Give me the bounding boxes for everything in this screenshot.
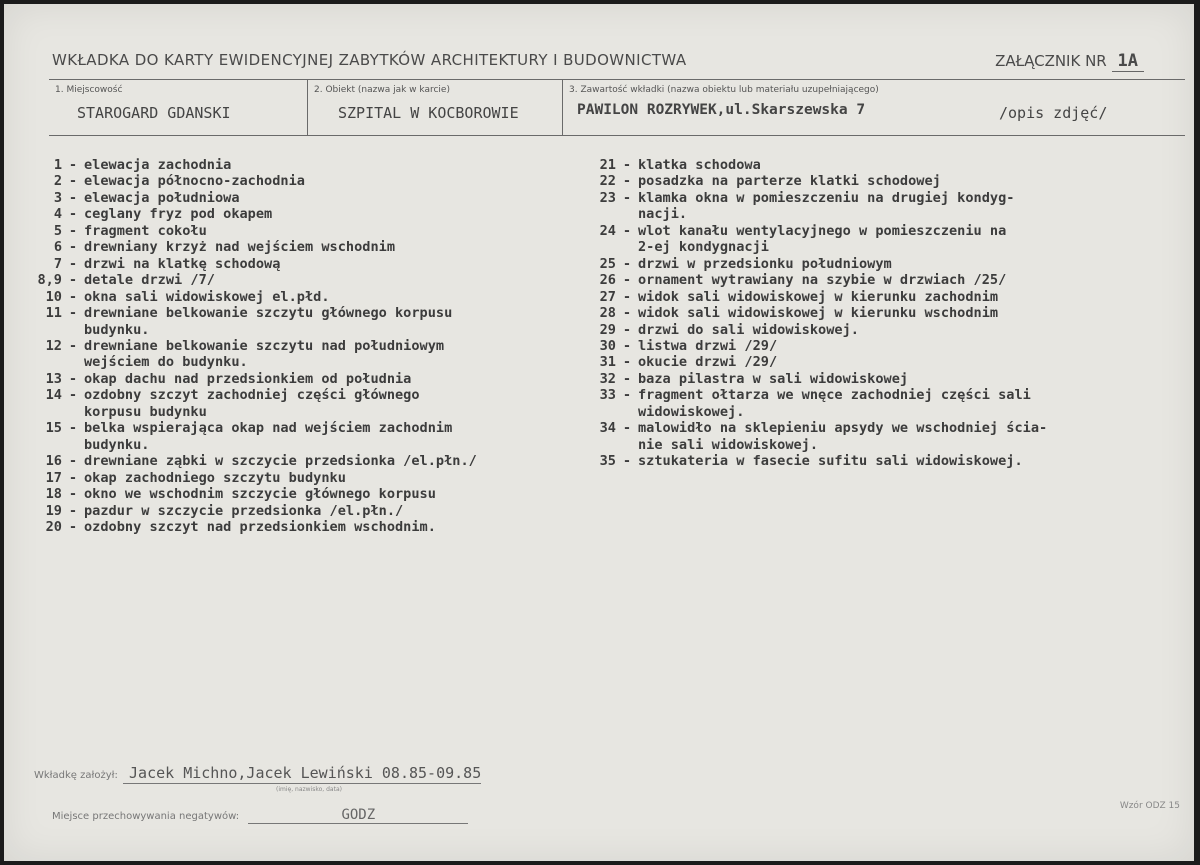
- item-number: 27: [599, 288, 616, 305]
- item-number: [32, 354, 62, 370]
- item-dash: -: [622, 255, 632, 272]
- field-place-label: 1. Miejscowość: [55, 85, 123, 95]
- item-number: [588, 239, 616, 255]
- item-text: nie sali widowiskowej.: [638, 436, 819, 453]
- item-text: widowiskowej.: [638, 403, 745, 420]
- item-text: baza pilastra w sali widowiskowej: [638, 370, 909, 387]
- item-dash: -: [68, 288, 78, 305]
- item-number: 19: [45, 502, 62, 519]
- item-text: klatka schodowa: [638, 157, 761, 173]
- negatives-location-line: [52, 807, 468, 824]
- item-dash: [62, 404, 84, 420]
- item-text: elewacja północno-zachodnia: [84, 173, 305, 190]
- list-item: [588, 437, 1188, 453]
- item-number: 21: [599, 157, 616, 173]
- item-number: 35: [599, 453, 616, 470]
- item-number: 10: [45, 288, 62, 305]
- item-dash: -: [68, 420, 78, 437]
- field-content-label: 3. Zawartość wkładki (nazwa obiektu lub materiału uzupełniającego): [569, 85, 879, 95]
- item-text: budynku.: [84, 436, 150, 453]
- item-text: nacji.: [638, 206, 688, 223]
- item-dash: -: [622, 420, 632, 437]
- field-content: [562, 80, 1186, 135]
- item-dash: -: [68, 337, 78, 354]
- list-item: [32, 420, 587, 436]
- item-number: 3: [53, 189, 62, 206]
- negatives-location-label: Miejsce przechowywania negatywów:: [52, 811, 240, 822]
- item-number: [32, 322, 62, 338]
- item-number: 26: [599, 272, 616, 289]
- item-number: 14: [45, 387, 62, 404]
- item-dash: -: [622, 453, 632, 470]
- list-item: [32, 437, 587, 453]
- annex-label-text: ZAŁĄCZNIK NR: [995, 52, 1107, 70]
- list-item: [32, 223, 587, 239]
- list-item: [588, 305, 1188, 321]
- item-number: [32, 437, 62, 453]
- item-dash: [62, 322, 84, 338]
- item-text: drzwi w przedsionku południowym: [638, 255, 892, 272]
- list-item: [588, 338, 1188, 354]
- list-item: [32, 338, 587, 354]
- item-number: 1: [53, 157, 62, 173]
- item-text: okap zachodniego szczytu budynku: [84, 469, 346, 486]
- list-item: [588, 453, 1188, 469]
- field-object-value: SZPITAL W KOCBOROWIE: [338, 104, 519, 122]
- item-text: okno we wschodnim szczycie głównego korpusu: [84, 486, 436, 503]
- item-dash: -: [68, 206, 78, 223]
- item-number: [588, 206, 616, 222]
- list-item: [32, 206, 587, 222]
- item-text: posadzka na parterze klatki schodowej: [638, 173, 941, 190]
- list-item: [32, 157, 587, 173]
- item-dash: [616, 437, 638, 453]
- item-dash: -: [68, 469, 78, 486]
- item-text: detale drzwi /7/: [84, 272, 215, 289]
- item-text: ozdobny szczyt zachodniej części głównego: [84, 387, 420, 404]
- item-text: pazdur w szczycie przedsionka /el.płn./: [84, 502, 404, 519]
- item-text: widok sali widowiskowej w kierunku zachodnim: [638, 288, 999, 305]
- item-dash: -: [622, 288, 632, 305]
- list-item: [588, 420, 1188, 436]
- item-dash: -: [68, 305, 78, 322]
- list-item: [588, 387, 1188, 403]
- photo-list-left: [32, 157, 587, 535]
- header-fields: [49, 79, 1185, 136]
- item-dash: -: [68, 502, 78, 519]
- item-number: 6: [53, 239, 62, 256]
- item-number: 22: [599, 173, 616, 190]
- item-dash: -: [622, 222, 632, 239]
- item-text: drzwi do sali widowiskowej.: [638, 321, 859, 338]
- item-dash: -: [622, 370, 632, 387]
- item-dash: -: [68, 222, 78, 239]
- list-item: [32, 486, 587, 502]
- item-dash: -: [622, 387, 632, 404]
- item-number: 28: [599, 305, 616, 322]
- item-text: ozdobny szczyt nad przedsionkiem wschodnim.: [84, 518, 436, 535]
- item-text: drzwi na klatkę schodową: [84, 255, 281, 272]
- item-number: 5: [53, 222, 62, 239]
- item-number: 4: [53, 206, 62, 223]
- item-dash: -: [68, 173, 78, 190]
- list-item: [32, 322, 587, 338]
- item-number: 15: [45, 420, 62, 437]
- prepared-by-line: [34, 764, 481, 782]
- record-insert-sheet: [4, 4, 1194, 861]
- item-number: 30: [599, 337, 616, 354]
- list-item: [588, 173, 1188, 189]
- item-dash: [62, 437, 84, 453]
- item-dash: -: [68, 189, 78, 206]
- list-item: [588, 404, 1188, 420]
- item-text: klamka okna w pomieszczeniu na drugiej kondyg-: [638, 189, 1015, 206]
- item-dash: -: [622, 173, 632, 190]
- item-dash: [616, 206, 638, 222]
- item-number: 12: [45, 337, 62, 354]
- list-item: [32, 371, 587, 387]
- item-number: 25: [599, 255, 616, 272]
- item-number: 34: [599, 420, 616, 437]
- item-text: drewniany krzyż nad wejściem wschodnim: [84, 239, 395, 256]
- item-dash: -: [622, 189, 632, 206]
- item-text: korpusu budynku: [84, 403, 207, 420]
- item-text: elewacja zachodnia: [84, 157, 232, 173]
- list-item: [32, 519, 587, 535]
- photo-list-right: [588, 157, 1188, 470]
- item-number: 8,9: [37, 272, 62, 289]
- list-item: [588, 289, 1188, 305]
- item-text: ceglany fryz pod okapem: [84, 206, 273, 223]
- item-number: 11: [45, 305, 62, 322]
- item-number: 29: [599, 321, 616, 338]
- item-dash: -: [68, 255, 78, 272]
- list-item: [588, 239, 1188, 255]
- form-code: Wzór ODZ 15: [1119, 801, 1180, 811]
- item-number: 7: [53, 255, 62, 272]
- item-number: 23: [599, 189, 616, 206]
- list-item: [32, 503, 587, 519]
- item-dash: -: [622, 305, 632, 322]
- item-dash: -: [68, 272, 78, 289]
- list-item: [32, 190, 587, 206]
- item-number: 33: [599, 387, 616, 404]
- field-place-value: STAROGARD GDANSKI: [77, 104, 231, 122]
- item-text: drewniane belkowanie szczytu głównego korpusu: [84, 305, 453, 322]
- list-item: [588, 256, 1188, 272]
- item-text: sztukateria w fasecie sufitu sali widowiskowej.: [638, 453, 1023, 470]
- item-number: 18: [45, 486, 62, 503]
- document-title: WKŁADKA DO KARTY EWIDENCYJNEJ ZABYTKÓW ARCHITEKTURY I BUDOWNICTWA: [52, 51, 687, 69]
- list-item: [588, 223, 1188, 239]
- item-dash: -: [622, 321, 632, 338]
- item-text: listwa drzwi /29/: [638, 337, 778, 354]
- list-item: [32, 239, 587, 255]
- list-item: [588, 157, 1188, 173]
- list-item: [32, 289, 587, 305]
- annex-label: [995, 51, 1144, 71]
- item-number: 32: [599, 370, 616, 387]
- prepared-by-caption: (imię, nazwisko, data): [276, 786, 342, 793]
- list-item: [588, 354, 1188, 370]
- item-number: 24: [599, 222, 616, 239]
- item-dash: [616, 404, 638, 420]
- list-item: [588, 190, 1188, 206]
- item-text: ornament wytrawiany na szybie w drzwiach /25/: [638, 272, 1007, 289]
- item-dash: -: [622, 272, 632, 289]
- item-dash: -: [68, 486, 78, 503]
- item-text: elewacja południowa: [84, 189, 240, 206]
- list-item: [588, 371, 1188, 387]
- item-text: widok sali widowiskowej w kierunku wschodnim: [638, 305, 999, 322]
- item-number: 16: [45, 453, 62, 470]
- list-item: [588, 322, 1188, 338]
- item-text: drewniane belkowanie szczytu nad południowym: [84, 337, 445, 354]
- field-content-note: /opis zdjęć/: [999, 104, 1108, 122]
- item-text: fragment cokołu: [84, 222, 207, 239]
- list-item: [32, 354, 587, 370]
- item-dash: -: [68, 518, 78, 535]
- list-item: [32, 173, 587, 189]
- field-place: [49, 80, 307, 135]
- field-object-label: 2. Obiekt (nazwa jak w karcie): [314, 85, 450, 95]
- item-dash: -: [622, 354, 632, 371]
- item-number: [588, 437, 616, 453]
- item-number: 20: [45, 518, 62, 535]
- prepared-by-value: Jacek Michno,Jacek Lewiński 08.85-09.85: [123, 764, 481, 784]
- list-item: [32, 453, 587, 469]
- item-number: [32, 404, 62, 420]
- list-item: [588, 206, 1188, 222]
- list-item: [32, 387, 587, 403]
- item-dash: -: [622, 157, 632, 173]
- item-text: malowidło na sklepieniu apsydy we wschodniej ścia-: [638, 420, 1048, 437]
- item-text: okna sali widowiskowej el.płd.: [84, 288, 330, 305]
- item-dash: [616, 239, 638, 255]
- item-dash: -: [68, 387, 78, 404]
- list-item: [32, 272, 587, 288]
- prepared-by-label: Wkładkę założył:: [34, 770, 118, 781]
- item-dash: -: [68, 453, 78, 470]
- list-item: [32, 256, 587, 272]
- item-text: belka wspierająca okap nad wejściem zachodnim: [84, 420, 453, 437]
- annex-number: 1A: [1112, 51, 1144, 72]
- item-dash: -: [68, 239, 78, 256]
- item-dash: [62, 354, 84, 370]
- field-content-value: PAWILON ROZRYWEK,ul.Skarszewska 7: [577, 102, 866, 118]
- item-number: 2: [53, 173, 62, 190]
- field-object: [307, 80, 563, 135]
- list-item: [32, 404, 587, 420]
- item-text: okap dachu nad przedsionkiem od południa: [84, 370, 412, 387]
- item-text: okucie drzwi /29/: [638, 354, 778, 371]
- item-text: wlot kanału wentylacyjnego w pomieszczeniu na: [638, 222, 1007, 239]
- item-number: 13: [45, 370, 62, 387]
- item-text: wejściem do budynku.: [84, 354, 248, 371]
- item-dash: -: [622, 337, 632, 354]
- item-dash: -: [68, 370, 78, 387]
- item-dash: -: [68, 157, 78, 173]
- item-number: [588, 404, 616, 420]
- item-text: drewniane ząbki w szczycie przedsionka /el.płn./: [84, 453, 477, 470]
- list-item: [588, 272, 1188, 288]
- item-text: budynku.: [84, 321, 150, 338]
- item-number: 17: [45, 469, 62, 486]
- list-item: [32, 305, 587, 321]
- item-number: 31: [599, 354, 616, 371]
- list-item: [32, 470, 587, 486]
- item-text: 2-ej kondygnacji: [638, 239, 769, 256]
- item-text: fragment ołtarza we wnęce zachodniej części sali: [638, 387, 1031, 404]
- negatives-location-value: GODZ: [248, 807, 468, 824]
